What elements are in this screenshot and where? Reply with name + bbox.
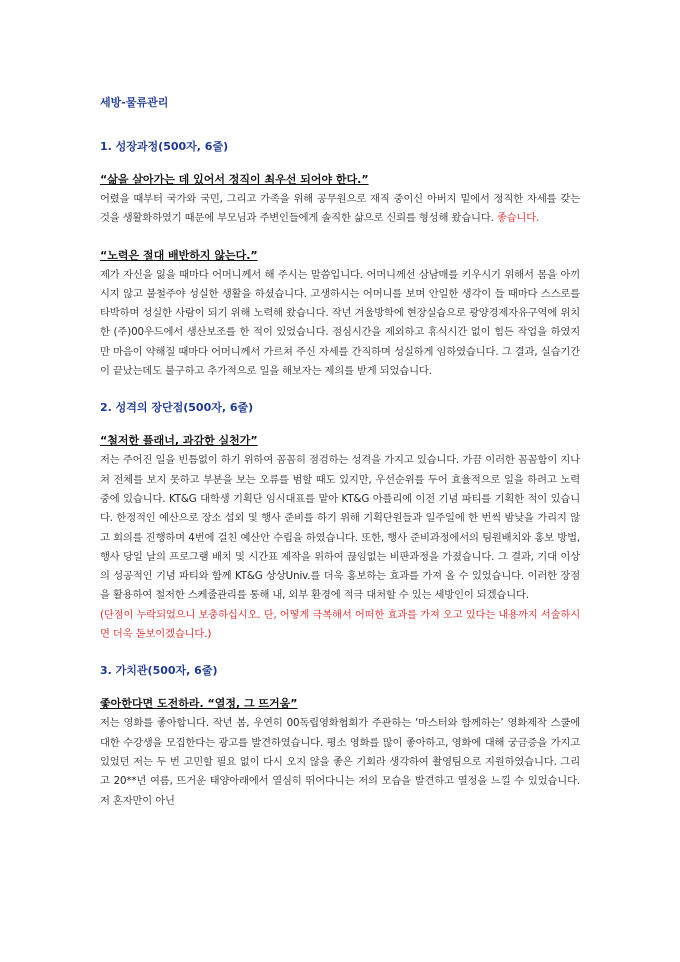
quote-title: “노력은 절대 배반하지 않는다.”: [100, 248, 258, 262]
paragraph: [100, 451, 580, 644]
reviewer-note: (단점이 누락되었으니 보충하십시오. 단, 어떻게 극복해서 어떠한 효과를 가져 오고 있다는 내용까지 서술하시면 더욱 돋보이겠습니다.): [100, 608, 580, 641]
quote-title: “철저한 플래너, 과감한 실천가”: [100, 434, 258, 448]
paragraph: [100, 190, 580, 229]
paragraph-text: 어렸을 때부터 국가와 국민, 그리고 가족을 위해 공무원으로 재직 중이신 아버지 밑에서 정직한 자세를 갖는 것을 생활화하였기 때문에 부모님과 주변인들에게 솔직한 삶으로 신뢰를 형성해 왔습니다.: [100, 193, 580, 225]
document-title: 세방-물류관리: [100, 96, 169, 109]
paragraph: [100, 714, 580, 810]
quote-title: “삶을 살아가는 데 있어서 정직이 최우선 되어야 한다.”: [100, 173, 369, 186]
section-values: [100, 662, 580, 810]
section-growth: [100, 138, 580, 381]
quote-title: 좋아한다면 도전하라. “열정, 그 뜨거움”: [100, 697, 298, 711]
section-heading: 1. 성장과정(500자, 6줄): [100, 140, 229, 153]
section-heading: 3. 가치관(500자, 6줄): [100, 664, 218, 678]
paragraph: [100, 266, 580, 382]
section-personality: [100, 399, 580, 644]
section-heading: 2. 성격의 장단점(500자, 6줄): [100, 401, 254, 415]
reviewer-note: 좋습니다.: [496, 212, 540, 225]
paragraph-text: 저는 주어진 일을 빈틈없이 하기 위하여 꼼꼼히 점검하는 성격을 가지고 있습니다. 가끔 이러한 꼼꼼함이 지나쳐 전체를 보지 못하고 부분을 보는 오류를 범할 때도 있지만, 우선순위를 두어 효율적으로 일을 하려고 노력 중에 있습니다. KT&G 대학생 기획단 임시대표를 맡아 KT&G 아플리에 이전 기념 파티를 기획한 적이 있습니다. 한정적인 예산으로 장소 섭외 및 행사 준비를 하기 위해 기획단원들과 일주일에 한 번씩 밤낮을 가리지 않고 회의를 진행하며 4번에 걸친 예산안 수립을 하였습니다. 또한, 행사 준비과정에서의 팀원배치와 홍보 방법, 행사 당일 날의 프로그램 배치 및 시간표 제작을 위하여 끊임없는 비판과정을 가졌습니다. 그 결과, 기대 이상의 성공적인 기념 파티와 함께 KT&G 상상Univ.를 더욱 홍보하는 효과를 가져 올 수 있었습니다. 이러한 장점을 활용하여 철저한 스케줄관리를 통해 내, 외부 환경에 적극 대처할 수 있는 세방인이 되겠습니다.: [100, 454, 580, 602]
paragraph-text: 저는 영화를 좋아합니다. 작년 봄, 우연히 00독립영화협회가 주관하는 ‘마스터와 함께하는’ 영화제작 스쿨에 대한 수강생을 모집한다는 광고를 발견하였습니다. 평소 영화를 많이 좋아하고, 영화에 대해 궁금증을 가지고 있었던 저는 두 번 고민할 필요 없이 다시 오지 않을 좋은 기회라 생각하여 촬영팀으로 지원하였습니다. 그리고 20**년 여름, 뜨거운 태양아래에서 열심히 뛰어다니는 저의 모습을 발견하고 열정을 느낄 수 있었습니다. 저 혼자만이 아닌: [100, 717, 580, 807]
paragraph-text: 제가 자신을 잃을 때마다 어머니께서 해 주시는 말씀입니다. 어머니께선 삼남매를 키우시기 위해서 몸을 아끼시지 않고 불철주야 성실한 생활을 하셨습니다. 고생하시는 어머니를 보며 안일한 생각이 들 때마다 스스로를 타박하며 성실한 사람이 되기 위해 노력해 왔습니다. 작년 겨울방학에 현장실습으로 광양경제자유구역에 위치한 (주)00우드에서 생산보조를 한 적이 있었습니다. 점심시간을 제외하고 휴식시간 없이 힘든 작업을 하였지만 마음이 약해질 때마다 어머니께서 가르쳐 주신 자세를 간직하며 성실하게 임하였습니다. 그 결과, 실습기간이 끝났는데도 불구하고 추가적으로 일을 해보자는 제의를 받게 되었습니다.: [100, 268, 580, 378]
document-content: [100, 94, 580, 829]
